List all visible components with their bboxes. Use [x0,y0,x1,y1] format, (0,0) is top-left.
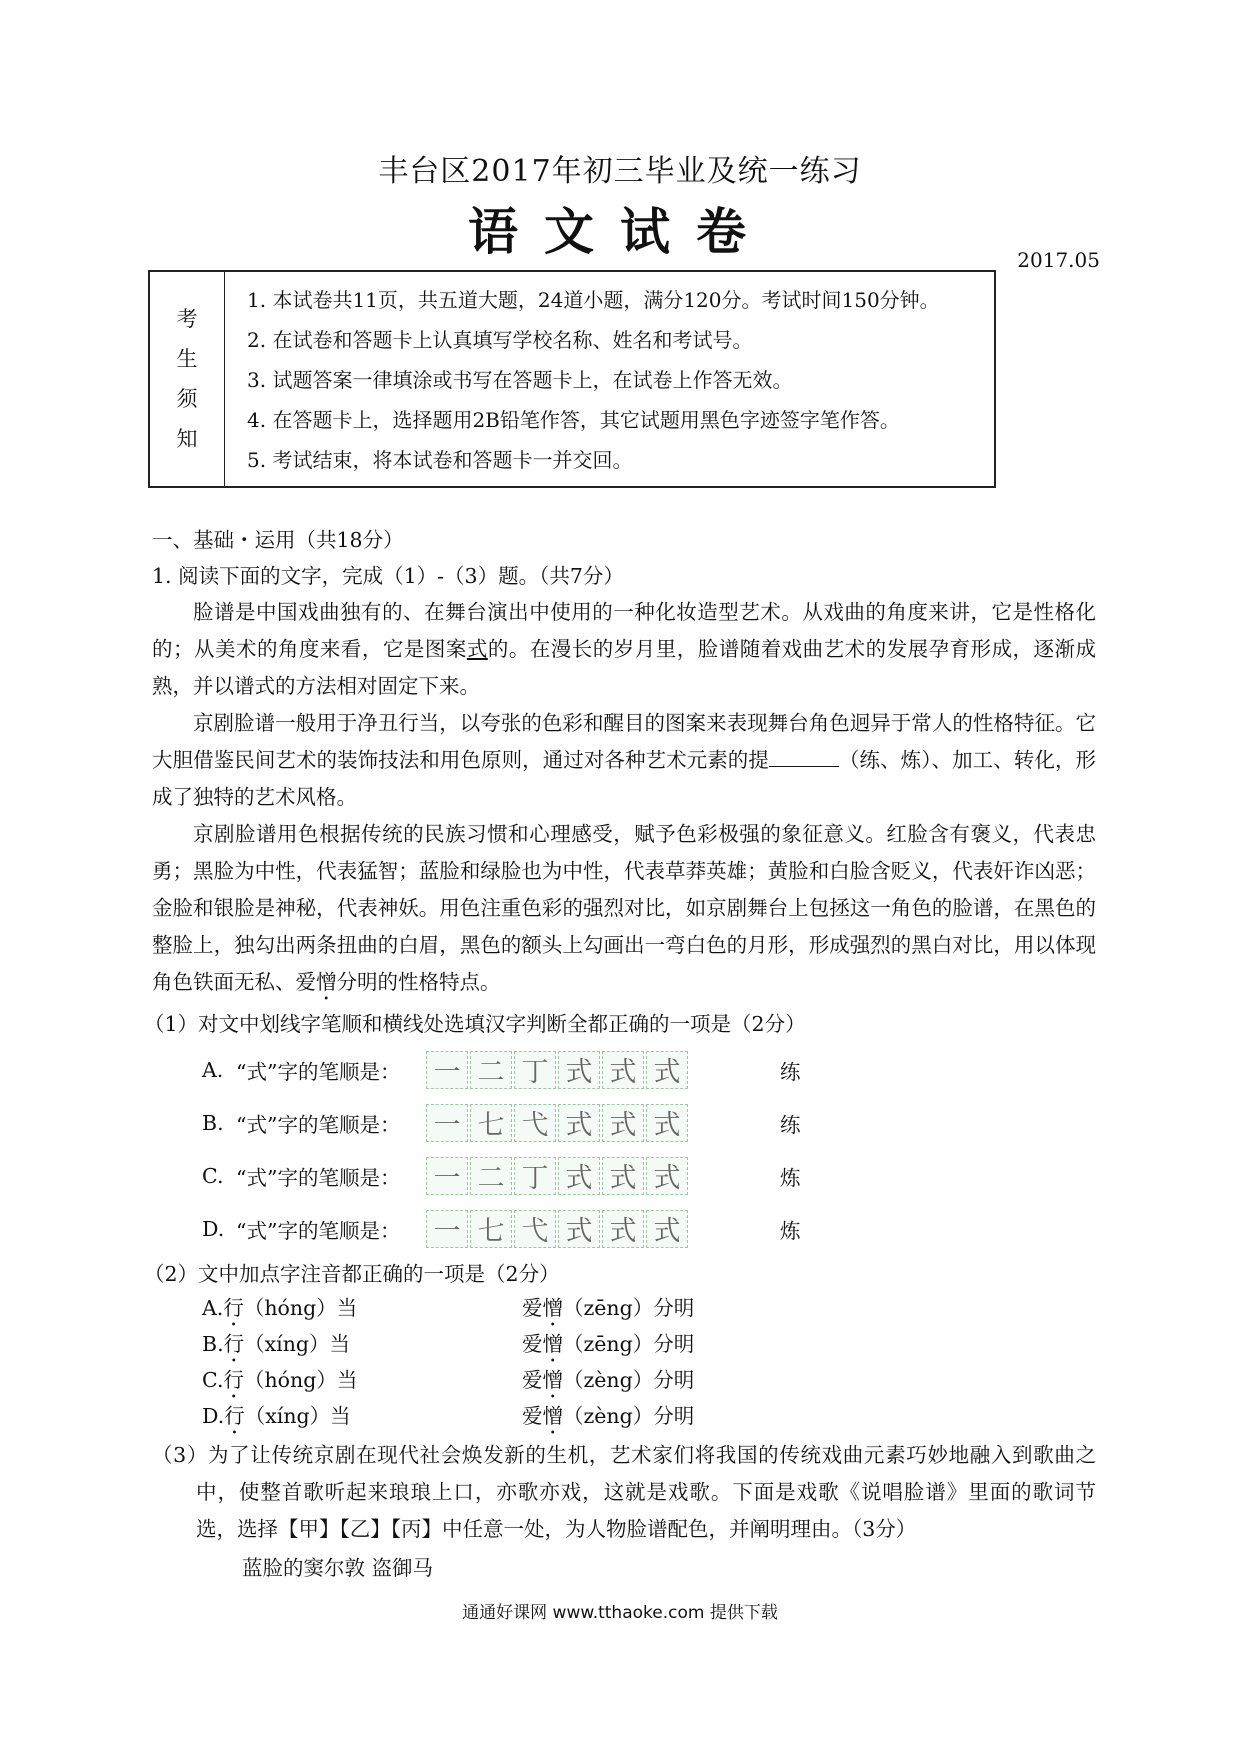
stroke-step: 弋 [514,1104,556,1142]
exam-subtitle: 丰台区2017年初三毕业及统一练习 [378,154,862,189]
passage-paragraph-2: 京剧脸谱一般用于净丑行当，以夸张的色彩和醒目的图案来表现舞台角色迥异于常人的性格特征。它大胆借鉴民间艺术的装饰技法和用色原则，通过对各种艺术元素的提 （练、炼）、加工、转化，形成了独特的艺术风格。 [152,711,1097,809]
stroke-step: 式 [646,1157,688,1195]
section-title: 一、基础・运用（共18分） [152,528,404,552]
stroke-step: 式 [646,1104,688,1142]
instruction-item: 3. 试题答案一律填涂或书写在答题卡上，在试卷上作答无效。 [247,368,793,392]
instruction-item: 4. 在答题卡上，选择题用2B铅笔作答，其它试题用黑色字迹签字笔作答。 [247,408,900,432]
stroke-step: 弋 [514,1210,556,1248]
option-answer: 练 [780,1059,801,1084]
lyric-line: 蓝脸的窦尔敦 盗御马 [242,1556,434,1580]
option-row[interactable] [152,1365,1096,1401]
instructions-list [225,272,994,486]
instruction-item: 5. 考试结束，将本试卷和答题卡一并交回。 [247,448,633,472]
passage-paragraph-3: 京剧脸谱用色根据传统的民族习惯和心理感受，赋予色彩极强的象征意义。红脸含有褒义，代表忠勇；黑脸为中性，代表猛智；蓝脸和绿脸也为中性，代表草莽英雄；黄脸和白脸含贬义，代表奸诈凶恶；金脸和银脸是神秘，代表神妖。用色注重色彩的强烈对比，如京剧舞台上包拯这一角色的脸谱，在黑色的整脸上，独勾出两条扭曲的白眉，黑色的额头上勾画出一弯白色的月形，形成强烈的黑白对比，用以体现角色铁面无私、爱憎分明的性格特点。 [152,822,1096,994]
option-part-b: 爱憎（zēng）分明 [522,1296,695,1320]
instructions-label [150,272,225,486]
stroke-step: 丁 [514,1157,556,1195]
stroke-step: 一 [426,1210,468,1248]
option-row[interactable] [152,1149,1096,1202]
instructions-label-char: 生 [176,347,198,371]
stroke-step: 式 [602,1104,644,1142]
exam-date: 2017.05 [1017,248,1100,272]
stroke-step: 一 [426,1104,468,1142]
option-answer: 炼 [780,1165,801,1190]
stroke-step: 式 [602,1051,644,1089]
option-row[interactable] [152,1202,1096,1255]
option-part-a: D.行（xíng）当 [202,1404,351,1428]
passage-paragraph-1: 脸谱是中国戏曲独有的、在舞台演出中使用的一种化妆造型艺术。从戏曲的角度来讲，它是性格化的；从美术的角度来看，它是图案式的。在漫长的岁月里，脸谱随着戏曲艺术的发展孕育形成，逐渐成熟，并以谱式的方法相对固定下来。 [152,600,1097,698]
option-part-b: 爱憎（zèng）分明 [522,1404,695,1428]
stroke-step: 式 [646,1051,688,1089]
stroke-step: 式 [558,1157,600,1195]
option-part-a: B.行（xíng）当 [202,1332,351,1356]
option-letter: B. [202,1110,224,1135]
stroke-step: 七 [470,1210,512,1248]
stroke-step: 式 [602,1210,644,1248]
stroke-step: 一 [426,1157,468,1195]
option-text: “式”字的笔顺是： [236,1165,401,1190]
option-row[interactable] [152,1043,1096,1096]
option-row[interactable] [152,1401,1096,1437]
footer-watermark: 通通好课网 www.tthaoke.com 提供下载 [462,1603,778,1623]
option-part-b: 爱憎（zēng）分明 [522,1332,695,1356]
stroke-step: 式 [602,1157,644,1195]
underlined-char: 式 [466,637,488,661]
sub-question-3-stem: （3）为了让传统京剧在现代社会焕发新的生机，艺术家们将我国的传统戏曲元素巧妙地融入到歌曲之中，使整首歌听起来琅琅上口，亦歌亦戏，这就是戏歌。下面是戏歌《说唱脸谱》里面的歌词节选，选择【甲】【乙】【丙】中任意一处，为人物脸谱配色，并阐明理由。（3分） [152,1443,1096,1541]
stroke-step: 二 [470,1157,512,1195]
exam-content [144,522,1097,1588]
sub-question-2-stem: （2）文中加点字注音都正确的一项是（2分） [144,1262,560,1286]
stroke-step: 一 [426,1051,468,1089]
instructions-label-char: 须 [176,387,198,411]
stroke-order-image [426,1051,718,1089]
instruction-item: 2. 在试卷和答题卡上认真填写学校名称、姓名和考试号。 [247,328,753,352]
option-letter: C. [202,1163,224,1188]
option-row[interactable] [152,1329,1096,1365]
exam-title: 语文试卷 [468,202,772,261]
option-part-a: A.行（hóng）当 [202,1296,358,1320]
option-answer: 练 [780,1112,801,1137]
sub-question-1-stem: （1）对文中划线字笔顺和横线处选填汉字判断全都正确的一项是（2分） [144,1012,806,1036]
stroke-step: 式 [558,1051,600,1089]
instructions-label-char: 考 [176,307,198,331]
option-answer: 炼 [780,1218,801,1243]
instructions-label-char: 知 [176,427,198,451]
stroke-step: 丁 [514,1051,556,1089]
option-text: “式”字的笔顺是： [236,1112,401,1137]
fill-blank[interactable] [769,746,839,767]
instruction-item: 1. 本试卷共11页，共五道大题，24道小题，满分120分。考试时间150分钟。 [247,288,940,312]
stroke-step: 七 [470,1104,512,1142]
option-row[interactable] [152,1096,1096,1149]
option-part-b: 爱憎（zèng）分明 [522,1368,695,1392]
stroke-order-image [426,1210,718,1248]
question-1-stem: 1. 阅读下面的文字，完成（1）-（3）题。（共7分） [152,564,624,588]
option-row[interactable] [152,1293,1096,1329]
option-text: “式”字的笔顺是： [236,1218,401,1243]
stroke-step: 式 [558,1210,600,1248]
stroke-order-image [426,1104,718,1142]
option-letter: A. [202,1057,224,1082]
option-part-a: C.行（hóng）当 [202,1368,358,1392]
stroke-step: 式 [558,1104,600,1142]
option-text: “式”字的笔顺是： [236,1059,401,1084]
stroke-order-image [426,1157,718,1195]
instructions-box [148,270,996,488]
dotted-char: 憎 [316,970,337,994]
option-letter: D. [202,1216,225,1241]
stroke-step: 式 [646,1210,688,1248]
stroke-step: 二 [470,1051,512,1089]
